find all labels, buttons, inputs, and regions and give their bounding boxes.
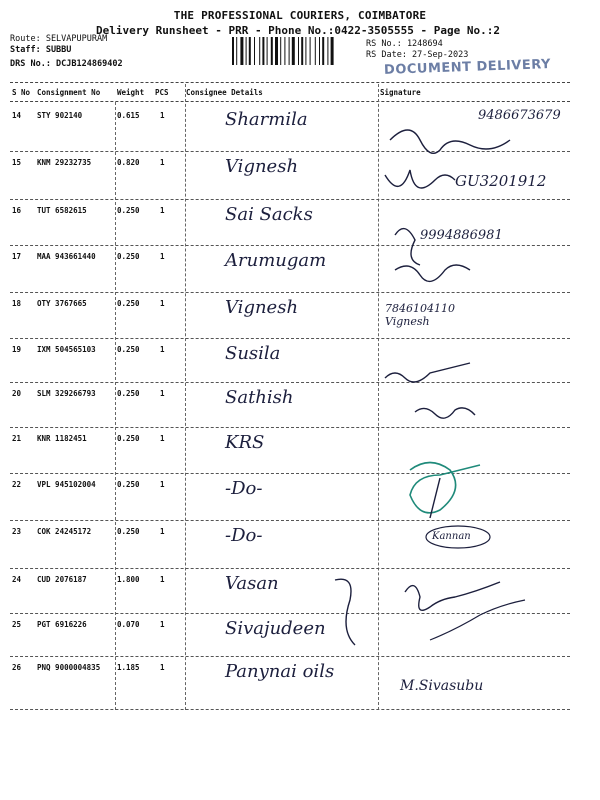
col-consignment-header: Consignment No (37, 88, 101, 97)
consignee-name: Sharmila (225, 109, 308, 130)
consignee-name: -Do- (225, 525, 263, 546)
pcs-cell: 1 (160, 206, 165, 215)
consignment-number: MAA 943661440 (37, 252, 96, 261)
consignment-number: SLM 329266793 (37, 389, 96, 398)
pcs-cell: 1 (160, 111, 165, 120)
table-row (10, 569, 570, 614)
consignment-number: COK 24245172 (37, 527, 92, 536)
pcs-cell: 1 (160, 299, 165, 308)
runsheet-subtitle: Delivery Runsheet - PRR - Phone No.:0422-3505555 - Page No.:2 (96, 24, 500, 37)
consignee-name: Sivajudeen (225, 618, 326, 639)
consignment-number: KNM 29232735 (37, 158, 92, 167)
consignment-number: STY 902140 (37, 111, 83, 120)
consignment-number: CUD 2076187 (37, 575, 87, 584)
weight-cell: 0.250 (117, 345, 140, 354)
route-label: Route: SELVAPUPURAM (10, 34, 108, 44)
table-row (10, 614, 570, 657)
consignment-number: IXM 504565103 (37, 345, 96, 354)
signature-note: GU3201912 (455, 172, 547, 190)
pcs-cell: 1 (160, 434, 165, 443)
consignee-name: Vignesh (225, 297, 299, 318)
weight-cell: 0.250 (117, 434, 140, 443)
consignment-number: OTY 3767665 (37, 299, 87, 308)
pcs-cell: 1 (160, 158, 165, 167)
weight-cell: 0.250 (117, 480, 140, 489)
weight-cell: 0.250 (117, 206, 140, 215)
consignee-name: Sai Sacks (225, 204, 313, 225)
table-row (10, 246, 570, 293)
signature-note: M.Sivasubu (400, 678, 484, 694)
weight-cell: 0.250 (117, 299, 140, 308)
col-consignee-header: Consignee Details (186, 88, 263, 97)
sno-cell: 16 (12, 206, 22, 215)
sno-cell: 22 (12, 480, 22, 489)
sno-cell: 23 (12, 527, 22, 536)
consignment-number: TUT 6582615 (37, 206, 87, 215)
table-row (10, 521, 570, 569)
pcs-cell: 1 (160, 527, 165, 536)
col-signature-header: Signature (380, 88, 421, 97)
sno-cell: 19 (12, 345, 22, 354)
sno-cell: 18 (12, 299, 22, 308)
col-sno-header: S No (12, 88, 31, 97)
signature-note: 9994886981 (420, 228, 503, 243)
weight-cell: 1.800 (117, 575, 140, 584)
sno-cell: 14 (12, 111, 22, 120)
consignee-name: Sathish (225, 387, 294, 408)
weight-cell: 1.185 (117, 663, 140, 672)
weight-cell: 0.820 (117, 158, 140, 167)
table-row (10, 339, 570, 383)
rs-date: RS Date: 27-Sep-2023 (366, 50, 469, 60)
sno-cell: 20 (12, 389, 22, 398)
sno-cell: 17 (12, 252, 22, 261)
table-row (10, 383, 570, 428)
signature-note: 9486673679 (478, 108, 561, 123)
sno-cell: 15 (12, 158, 22, 167)
pcs-cell: 1 (160, 480, 165, 489)
pcs-cell: 1 (160, 663, 165, 672)
table-row (10, 474, 570, 521)
consignee-name: Vasan (225, 573, 279, 594)
pcs-cell: 1 (160, 575, 165, 584)
weight-cell: 0.250 (117, 389, 140, 398)
staff-label: Staff: SUBBU (10, 45, 72, 55)
table-row (10, 657, 570, 710)
sno-cell: 21 (12, 434, 22, 443)
col-weight-header: Weight (117, 88, 145, 97)
pcs-cell: 1 (160, 345, 165, 354)
signature-note: 7846104110 Vignesh (385, 302, 455, 328)
col-pcs-header: PCS (155, 88, 169, 97)
weight-cell: 0.250 (117, 252, 140, 261)
signature-note: Kannan (432, 531, 471, 542)
consignee-name: Arumugam (225, 250, 327, 271)
consignee-name: Vignesh (225, 156, 299, 177)
sno-cell: 25 (12, 620, 22, 629)
table-row (10, 428, 570, 474)
consignee-name: Panynai oils (225, 661, 335, 682)
rs-number: RS No.: 1248694 (366, 39, 443, 49)
drs-number: DRS No.: DCJB124869402 (10, 59, 123, 69)
consignee-name: -Do- (225, 478, 263, 499)
consignee-name: Susila (225, 343, 281, 364)
consignee-name: KRS (225, 432, 265, 453)
document-delivery-stamp: DOCUMENT DELIVERY (383, 57, 552, 78)
sno-cell: 24 (12, 575, 22, 584)
pcs-cell: 1 (160, 389, 165, 398)
pcs-cell: 1 (160, 252, 165, 261)
row-divider (10, 709, 570, 710)
weight-cell: 0.250 (117, 527, 140, 536)
consignment-number: KNR 1182451 (37, 434, 87, 443)
consignment-number: PGT 6916226 (37, 620, 87, 629)
weight-cell: 0.615 (117, 111, 140, 120)
consignment-number: PNQ 9000004835 (37, 663, 101, 672)
pcs-cell: 1 (160, 620, 165, 629)
consignment-number: VPL 945102004 (37, 480, 96, 489)
sno-cell: 26 (12, 663, 22, 672)
runsheet-title: THE PROFESSIONAL COURIERS, COIMBATORE (173, 9, 427, 22)
weight-cell: 0.070 (117, 620, 140, 629)
